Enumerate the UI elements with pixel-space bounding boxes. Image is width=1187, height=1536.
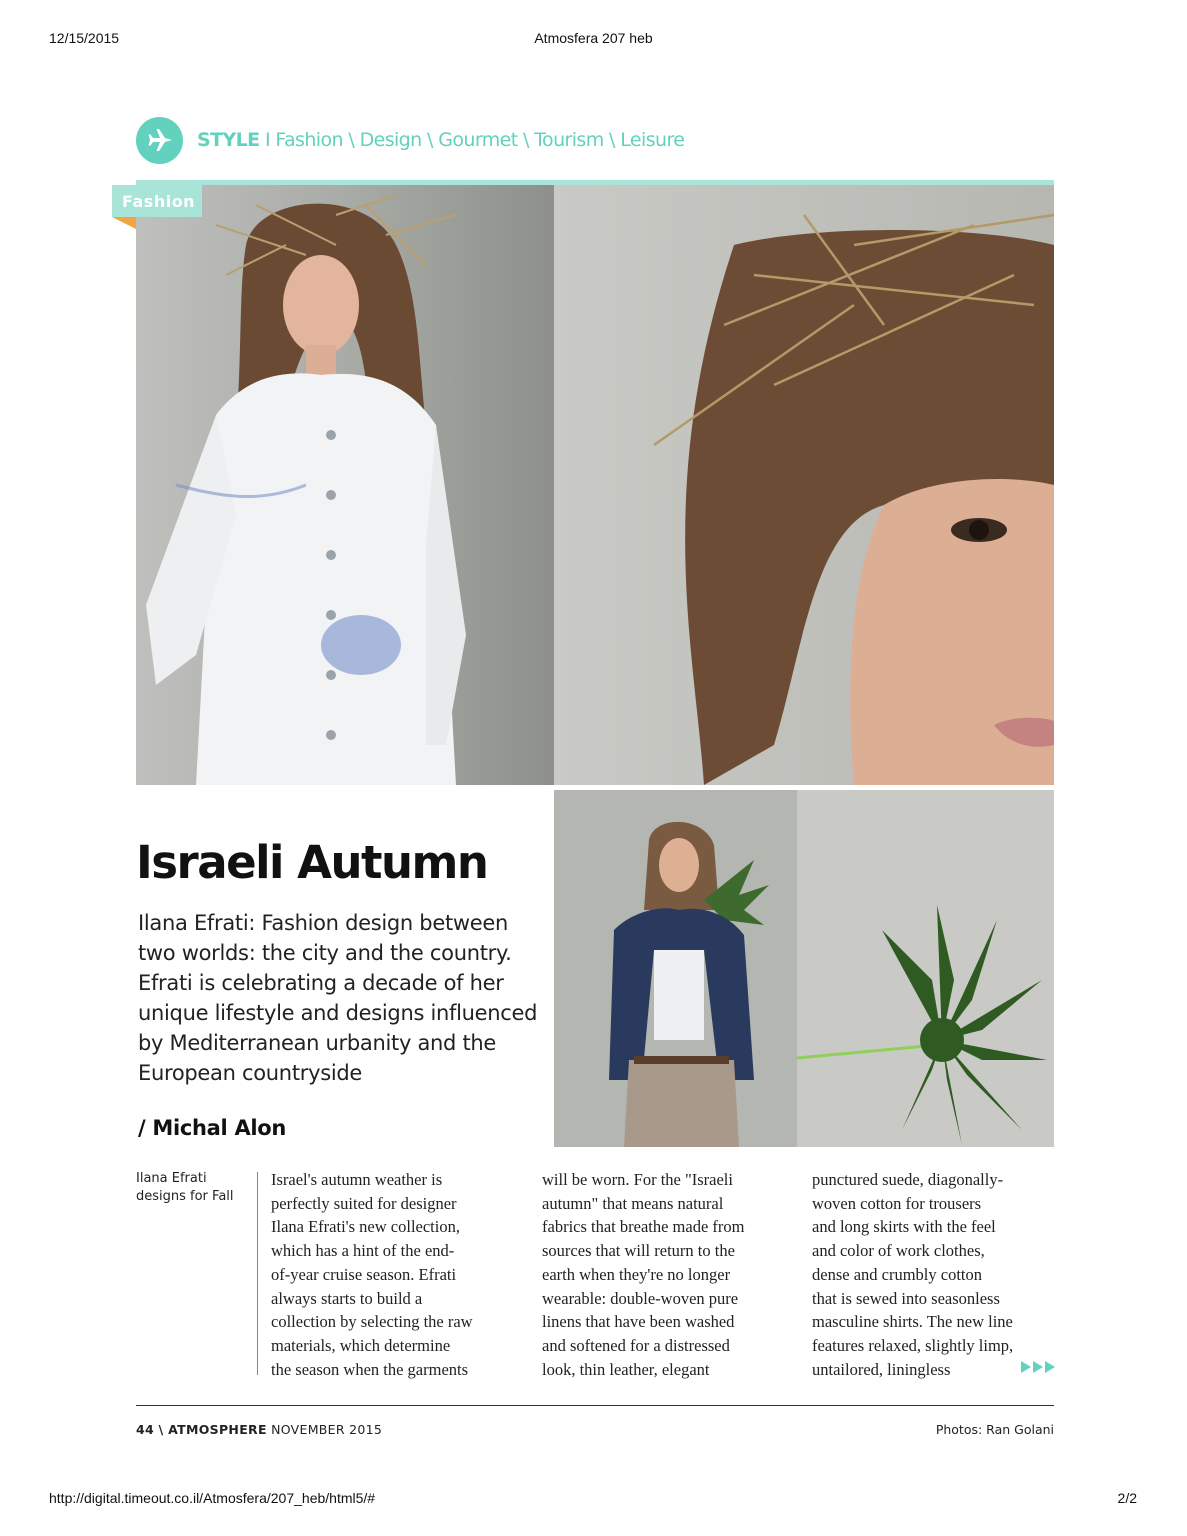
section-separator: I [259,129,276,151]
body-line: which has a hint of the end- [271,1241,455,1261]
body-column-1 [271,1168,516,1381]
body-line: of-year cruise season. Efrati [271,1264,457,1284]
body-column-2 [542,1168,787,1381]
magazine-name: ATMOSPHERE [168,1422,267,1437]
section-nav-text [197,129,684,151]
body-line: perfectly suited for designer [271,1193,457,1213]
body-line: the season when the garments [271,1359,469,1379]
body-line: wearable: double-woven pure [542,1288,739,1308]
body-line: woven cotton for trousers [812,1193,982,1213]
photo-face-closeup [554,185,1054,785]
print-document-title: Atmosfera 207 heb [534,30,653,46]
body-line: materials, which determine [271,1335,451,1355]
section-categories: Fashion \ Design \ Gourmet \ Tourism \ Leisure [275,129,685,151]
article-headline: Israeli Autumn [136,836,488,889]
body-line: will be worn. For the "Israeli [542,1170,733,1189]
page-folio [136,1422,382,1437]
page-number: 44 [136,1422,154,1437]
section-nav [136,115,684,165]
body-line: Israel's autumn weather is [271,1170,443,1189]
issue-date: NOVEMBER 2015 [266,1422,383,1437]
print-header [0,30,1187,50]
print-footer [0,1490,1187,1510]
footer-rule [136,1405,1054,1406]
body-line: collection by selecting the raw [271,1312,473,1332]
photo-model-navy-jacket [554,790,797,1147]
body-line: always starts to build a [271,1288,423,1308]
body-line: linens that have been washed [542,1312,735,1332]
body-line: features relaxed, slightly limp, [812,1335,1014,1355]
print-url: http://digital.timeout.co.il/Atmosfera/207_heb/html5/# [49,1490,376,1506]
body-line: masculine shirts. The new line [812,1312,1013,1332]
section-tag-fashion: Fashion [112,185,202,217]
body-line: autumn" that means natural [542,1193,724,1213]
article-byline: / Michal Alon [138,1116,287,1140]
airplane-icon [136,117,183,164]
body-line: Ilana Efrati's new collection, [271,1217,460,1237]
continue-arrows-icon [1021,1359,1057,1373]
column-divider [257,1172,258,1375]
print-date: 12/15/2015 [49,30,120,46]
section-label: STYLE [197,129,260,151]
body-line: untailored, liningless [812,1359,951,1379]
body-line: fabrics that breathe made from [542,1217,745,1237]
body-line: sources that will return to the [542,1241,735,1261]
article-deck: Ilana Efrati: Fashion design between two worlds: the city and the country. Efrati is celebrating a decade of her unique lifestyle and designs influenced by Mediterranean urbanity and the European countryside [138,911,538,1085]
body-line: and color of work clothes, [812,1241,985,1261]
body-line: and long skirts with the feel [812,1217,996,1237]
body-line: dense and crumbly cotton [812,1264,982,1284]
photo-model-white-coat [136,185,554,785]
body-line: look, thin leather, elegant [542,1359,710,1379]
print-page-count: 2/2 [1117,1490,1137,1506]
body-line: that is sewed into seasonless [812,1288,1000,1308]
body-column-3 [812,1168,1057,1381]
body-line: punctured suede, diagonally- [812,1170,1004,1189]
body-line: and softened for a distressed [542,1335,730,1355]
folio-separator: \ [154,1422,169,1437]
photo-leaf [797,790,1054,1147]
body-line: earth when they're no longer [542,1264,731,1284]
photo-credit: Photos: Ran Golani [935,1422,1054,1437]
section-tag-fold [112,217,136,229]
photo-caption: Ilana Efrati designs for Fall [136,1171,234,1204]
